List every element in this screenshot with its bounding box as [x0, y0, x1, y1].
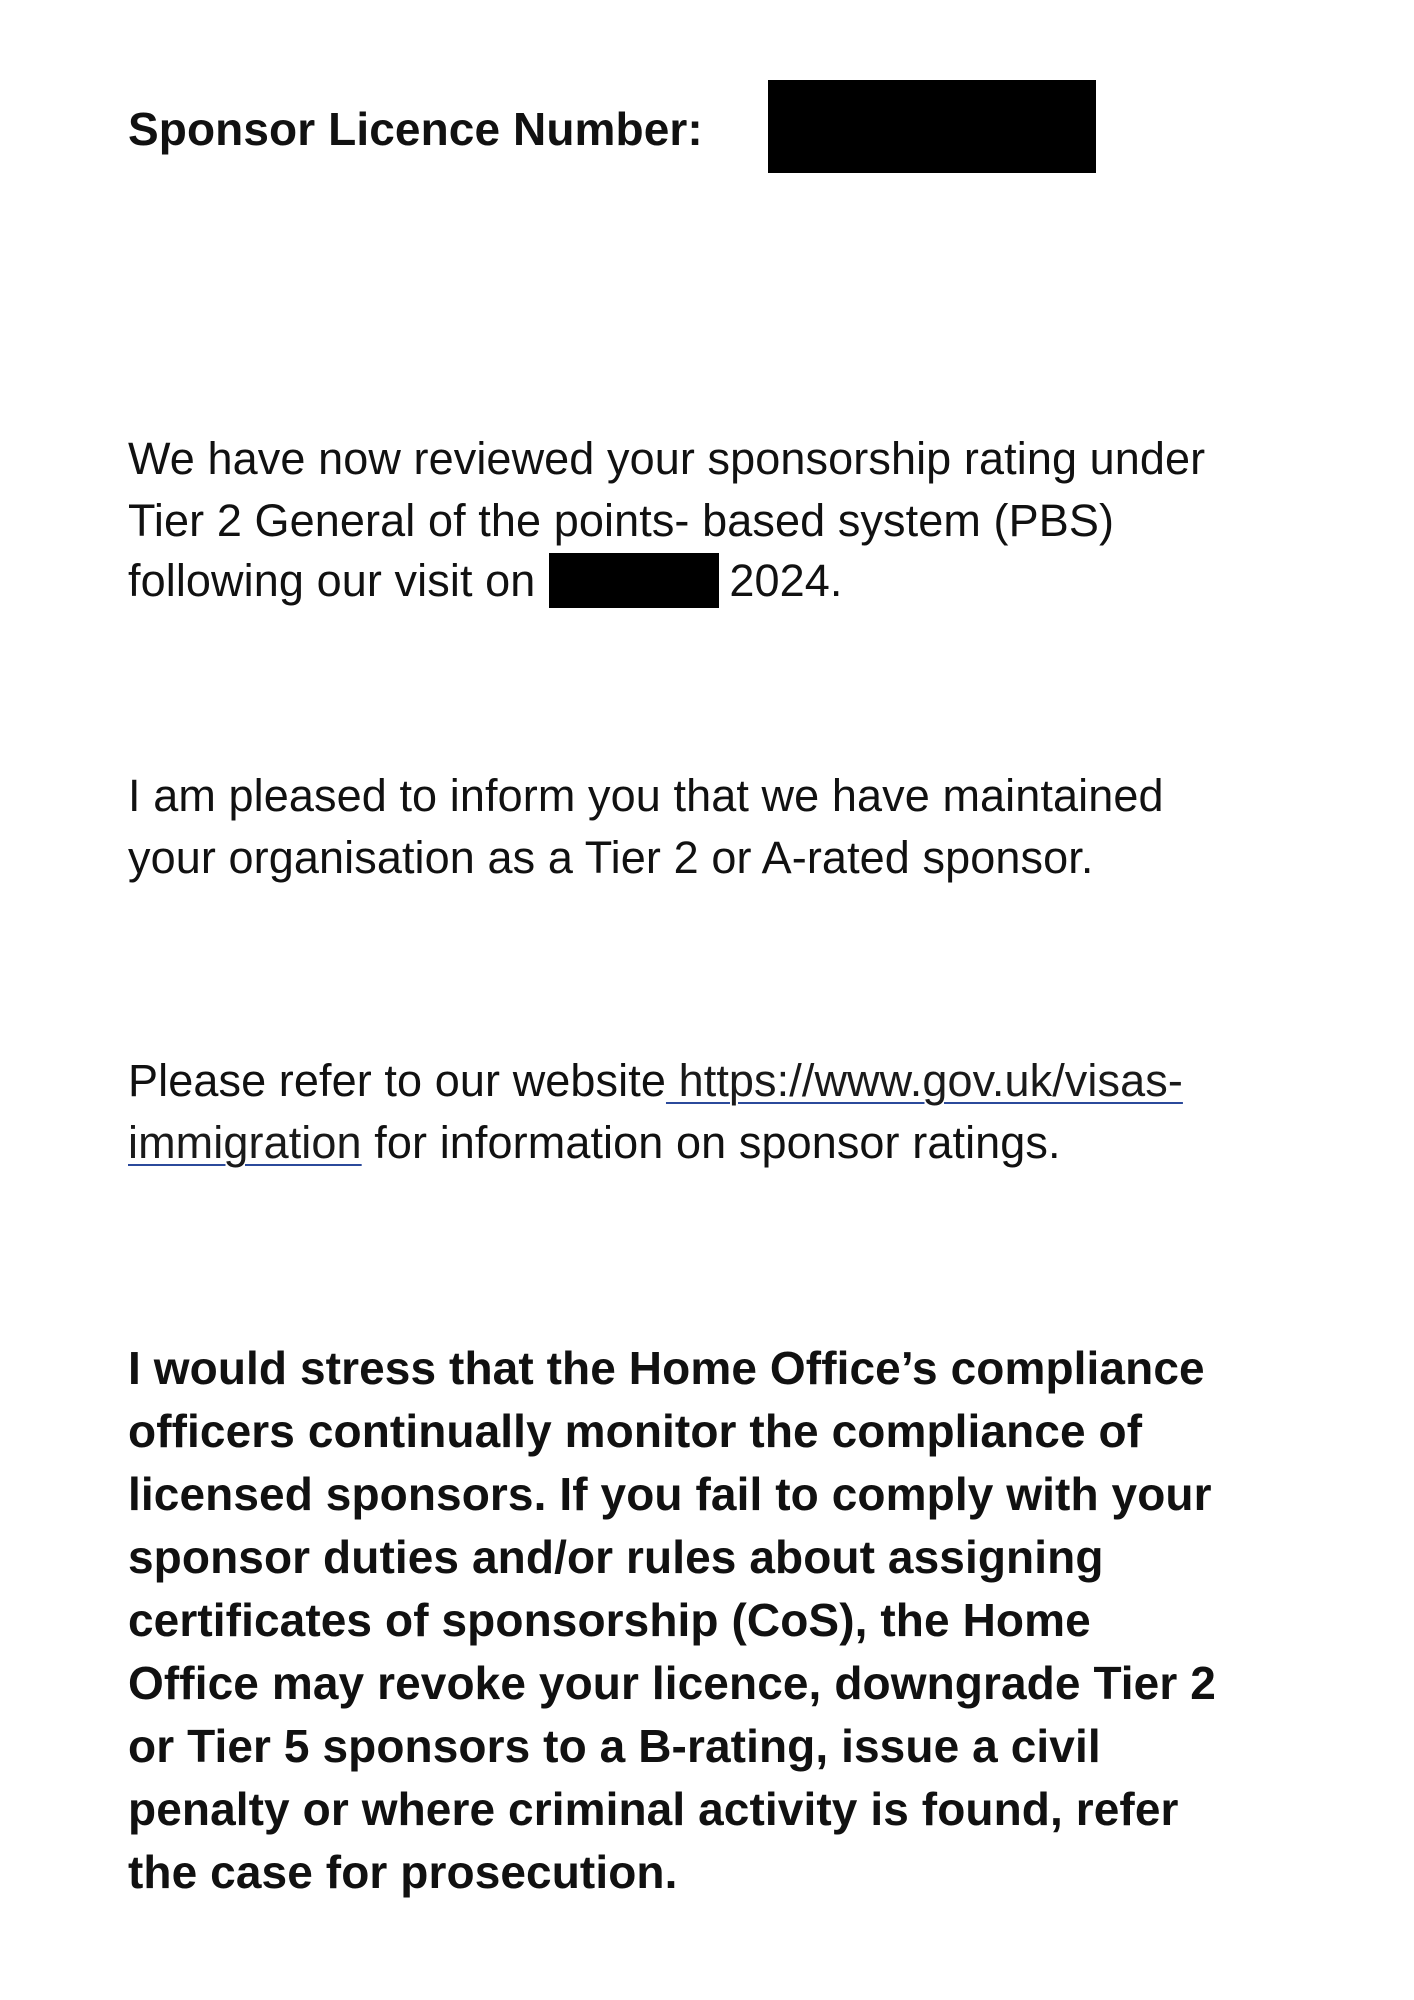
visit-year: 2024. — [729, 555, 843, 606]
website-text: Please refer to our website — [128, 1055, 666, 1106]
review-line-1: We have now reviewed your sponsorship rating under — [128, 433, 1206, 484]
website-line-2 — [128, 1112, 1061, 1174]
rating-line-1: I am pleased to inform you that we have maintained — [128, 770, 1164, 821]
review-line-2: Tier 2 General of the points- based system (PBS) — [128, 495, 1115, 546]
gov-uk-link-part-2[interactable]: immigration — [128, 1117, 362, 1168]
redacted-visit-date — [549, 553, 719, 608]
warning-line-4: sponsor duties and/or rules about assigning — [128, 1531, 1104, 1583]
redacted-licence-number — [768, 80, 1096, 173]
warning-line-2: officers continually monitor the compliance of — [128, 1405, 1143, 1457]
visit-text: following our visit on — [128, 555, 536, 606]
warning-line-7: or Tier 5 sponsors to a B-rating, issue a civil — [128, 1720, 1101, 1772]
warning-line-3: licensed sponsors. If you fail to comply with your — [128, 1468, 1212, 1520]
rating-line-2: your organisation as a Tier 2 or A-rated sponsor. — [128, 832, 1094, 883]
warning-line-1: I would stress that the Home Office’s compliance — [128, 1342, 1205, 1394]
website-line-1 — [128, 1050, 1183, 1112]
gov-uk-link-part-1[interactable]: https://www.gov.uk/visas- — [665, 1055, 1183, 1106]
sponsor-licence-label: Sponsor Licence Number: — [128, 103, 703, 155]
website-text-end: for information on sponsor ratings. — [361, 1117, 1061, 1168]
review-line-3 — [128, 550, 843, 612]
warning-line-9: the case for prosecution. — [128, 1846, 678, 1898]
warning-line-6: Office may revoke your licence, downgrade Tier 2 — [128, 1657, 1216, 1709]
warning-line-8: penalty or where criminal activity is found, refer — [128, 1783, 1179, 1835]
warning-line-5: certificates of sponsorship (CoS), the Home — [128, 1594, 1091, 1646]
